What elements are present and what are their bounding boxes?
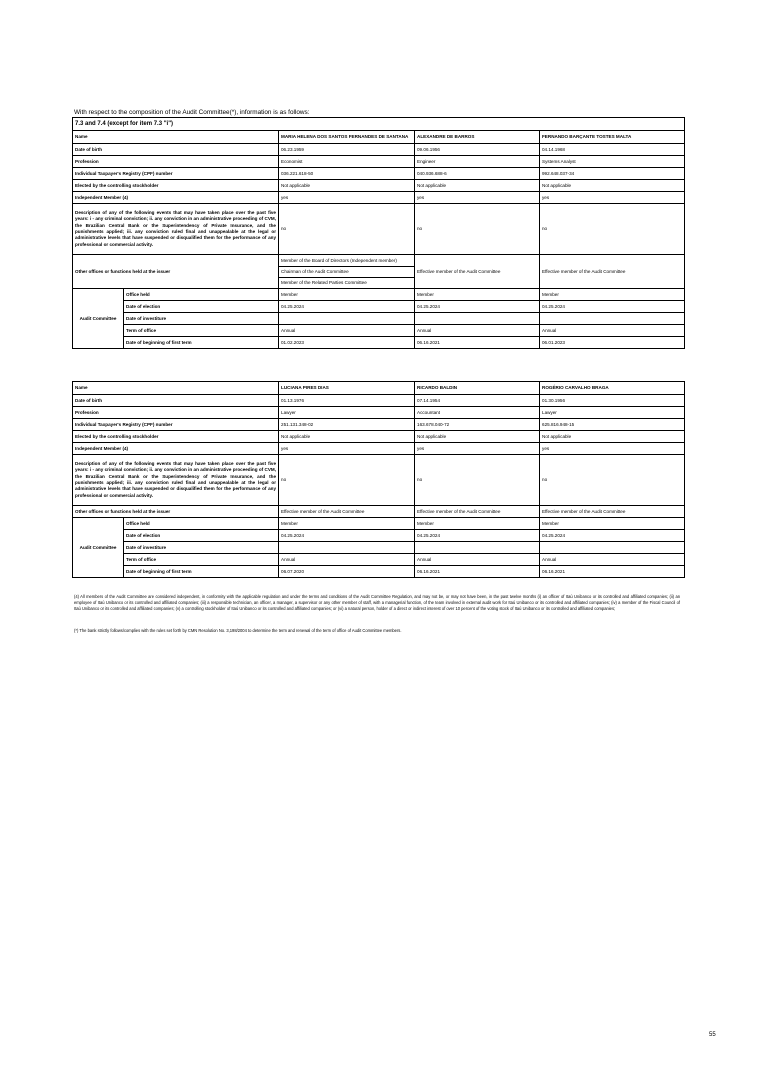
cell: 992.648.037-34 <box>540 168 685 180</box>
cell <box>415 542 540 554</box>
member-name: ALEXANDRE DE BARROS <box>415 131 540 144</box>
table-caption: 7.3 and 7.4 (except for item 7.3 "i") <box>73 118 685 131</box>
audit-committee-table-2 <box>72 381 685 578</box>
cell <box>415 313 540 325</box>
cell: Member <box>540 289 685 301</box>
cell: 09.06.1956 <box>415 144 540 156</box>
table-row <box>73 192 685 204</box>
cell: Annual <box>540 554 685 566</box>
row-label: Date of beginning of first term <box>124 337 279 349</box>
member-name: FERNANDO BARÇANTE TOSTES MALTA <box>540 131 685 144</box>
table-row <box>73 131 685 144</box>
cell: 04.25.2024 <box>415 301 540 313</box>
cell: Annual <box>415 325 540 337</box>
row-label: Term of office <box>124 554 279 566</box>
cell: 036.221.618-50 <box>279 168 415 180</box>
cell <box>279 542 415 554</box>
cell: no <box>279 204 415 255</box>
row-label: Other offices or functions held at the issuer <box>73 506 279 518</box>
cell: Member <box>279 518 415 530</box>
cell: 04.25.2024 <box>279 530 415 542</box>
table-row <box>73 144 685 156</box>
cell: 01.30.1956 <box>540 395 685 407</box>
cell: yes <box>415 192 540 204</box>
row-label: Individual Taxpayer's Registry (CPF) number <box>73 168 279 180</box>
cell: Annual <box>279 554 415 566</box>
cell: 04.25.2024 <box>540 530 685 542</box>
row-label-description: Description of any of the following events that may have taken place over the past five years: i - any criminal conviction; ii. any conviction in an administrative proceeding of CVM, the Brazilian Central Bank or the Superintendency of Private Insurance, and the punishments applied; iii. any conviction ruled final and unappealable at the legal or administrative levels that have suspended or disqualified them for the performance of any professional or commercial activity. <box>73 204 279 255</box>
cell: 06.16.2021 <box>540 566 685 578</box>
table-row <box>73 455 685 506</box>
row-label: Office held <box>124 518 279 530</box>
row-label: Profession <box>73 156 279 168</box>
row-label: Date of birth <box>73 144 279 156</box>
row-label: Name <box>73 131 279 144</box>
table-row <box>73 506 685 518</box>
member-name: RICARDO BALDIN <box>415 382 540 395</box>
table-row <box>73 313 685 325</box>
table-row <box>73 337 685 349</box>
row-label: Other offices or functions held at the issuer <box>73 255 279 289</box>
cell: Member <box>415 289 540 301</box>
cell <box>540 542 685 554</box>
cell: yes <box>540 443 685 455</box>
table-row <box>73 518 685 530</box>
table-row <box>73 407 685 419</box>
other-office-item: Chairman of the Audit Committee <box>279 266 414 277</box>
cell: Effective member of the Audit Committee <box>540 506 685 518</box>
cell: Systems Analyst <box>540 156 685 168</box>
table-row <box>73 542 685 554</box>
cell: 06.16.2021 <box>415 566 540 578</box>
member-name: MARIA HELENA DOS SANTOS FERNANDES DE SANTANA <box>279 131 415 144</box>
row-label: Date of beginning of first term <box>124 566 279 578</box>
cell: 06.16.2021 <box>415 337 540 349</box>
member-name: LUCIANA PIRES DIAS <box>279 382 415 395</box>
cell: no <box>415 204 540 255</box>
cell: Effective member of the Audit Committee <box>415 255 540 289</box>
member-name: ROGÉRIO CARVALHO BRAGA <box>540 382 685 395</box>
cell: 06.01.2023 <box>540 337 685 349</box>
row-label: Profession <box>73 407 279 419</box>
table-row <box>73 156 685 168</box>
cell <box>279 313 415 325</box>
cell: 04.25.2024 <box>279 301 415 313</box>
cell: 07.14.1954 <box>415 395 540 407</box>
audit-committee-table-1 <box>72 117 685 349</box>
cell: 01.02.2023 <box>279 337 415 349</box>
cell: no <box>415 455 540 506</box>
cell: Not applicable <box>415 180 540 192</box>
row-label: Term of office <box>124 325 279 337</box>
other-office-item: Member of the Board of Directors (Independent member) <box>279 256 414 267</box>
cell: no <box>279 455 415 506</box>
cell: Economist <box>279 156 415 168</box>
cell: no <box>540 455 685 506</box>
audit-committee-label: Audit Committee <box>73 289 124 349</box>
table-row <box>73 566 685 578</box>
cell: yes <box>415 443 540 455</box>
row-label: Elected by the controlling stockholder <box>73 180 279 192</box>
cell: 06.23.1959 <box>279 144 415 156</box>
row-label: Date of election <box>124 530 279 542</box>
cell: yes <box>279 443 415 455</box>
cell: Not applicable <box>415 431 540 443</box>
cell: 163.678.040-72 <box>415 419 540 431</box>
table-row <box>73 419 685 431</box>
cell: Effective member of the Audit Committee <box>279 506 415 518</box>
table-row <box>73 289 685 301</box>
cell: 251.131.348-02 <box>279 419 415 431</box>
cell: 04.25.2024 <box>415 530 540 542</box>
cell: 01.13.1976 <box>279 395 415 407</box>
row-label: Date of birth <box>73 395 279 407</box>
cell: Effective member of the Audit Committee <box>415 506 540 518</box>
table-row <box>73 554 685 566</box>
cell: Not applicable <box>540 431 685 443</box>
cell: Annual <box>540 325 685 337</box>
cell: 06.07.2020 <box>279 566 415 578</box>
row-label: Independent Member (4) <box>73 192 279 204</box>
row-label: Independent Member (4) <box>73 443 279 455</box>
cell: Lawyer <box>540 407 685 419</box>
cell: Effective member of the Audit Committee <box>540 255 685 289</box>
intro-text: With respect to the composition of the Audit Committee(*), information is as follows: <box>74 109 310 116</box>
cell: 040.936.688-6 <box>415 168 540 180</box>
cell: Accountant <box>415 407 540 419</box>
cell: 04.25.2024 <box>540 301 685 313</box>
table-row <box>73 325 685 337</box>
cell: Annual <box>279 325 415 337</box>
cell: Not applicable <box>279 431 415 443</box>
row-label: Elected by the controlling stockholder <box>73 431 279 443</box>
cell: yes <box>279 192 415 204</box>
table-row <box>73 395 685 407</box>
table-row <box>73 443 685 455</box>
cell: Not applicable <box>279 180 415 192</box>
other-offices-cell <box>279 255 415 289</box>
cell: 04.14.1968 <box>540 144 685 156</box>
cell: Annual <box>415 554 540 566</box>
table-row <box>73 382 685 395</box>
cell <box>540 313 685 325</box>
other-office-item: Member of the Related Parties Committee <box>281 279 367 285</box>
cell: Engineer <box>415 156 540 168</box>
page-number: 55 <box>709 1032 716 1038</box>
footnote-resolution: (*) The bank strictly follows/complies with the rules set forth by CMN Resolution No. 3,198/2004 to determine the term and renewal of the term of office of Audit Committee members. <box>74 628 402 633</box>
table-row <box>73 255 685 289</box>
row-label: Individual Taxpayer's Registry (CPF) number <box>73 419 279 431</box>
cell: Member <box>279 289 415 301</box>
cell: Not applicable <box>540 180 685 192</box>
cell: Member <box>415 518 540 530</box>
table-row <box>73 204 685 255</box>
row-label: Office held <box>124 289 279 301</box>
table-row <box>73 431 685 443</box>
row-label: Date of investiture <box>124 313 279 325</box>
row-label: Name <box>73 382 279 395</box>
table-row <box>73 168 685 180</box>
cell: 625.816.948-15 <box>540 419 685 431</box>
footnote-independence: (4) All members of the Audit Committee are considered independent, in conformity with the applicable regulation and under the terms and conditions of the Audit Committee Regulation, and may not be, or may not have been, in the past twelve months (i) an officer of Itaú Unibanco or its controlled and affiliated companies; (ii) an employee of Itaú Unibanco or its controlled and affiliated companies; (iii) a responsible technician, an officer, a manager, a supervisor or any other member of staff, with a managerial function, of the team involved in external audit work for Itaú Unibanco or its controlled and affiliated companies; (iv) a member of the Fiscal Council of Itaú Unibanco or its controlled and affiliated companies; (v) a controlling stockholder of Itaú Unibanco or its controlled and affiliated companies; or (vi) a natural person, holder of a direct or indirect interest of over 10 percent of the voting stock of Itaú Unibanco or its controlled and affiliated companies; <box>74 594 680 611</box>
row-label: Date of election <box>124 301 279 313</box>
cell: yes <box>540 192 685 204</box>
cell: Member <box>540 518 685 530</box>
row-label-description: Description of any of the following events that may have taken place over the past five years: i - any criminal conviction; ii. any conviction in an administrative proceeding of CVM, the Brazilian Central Bank or the Superintendency of Private Insurance, and the punishments applied; iii. any conviction ruled final and unappealable at the legal or administrative levels that have suspended or disqualified them for the performance of any professional or commercial activity. <box>73 455 279 506</box>
cell: no <box>540 204 685 255</box>
row-label: Date of investiture <box>124 542 279 554</box>
cell: Lawyer <box>279 407 415 419</box>
table-row <box>73 180 685 192</box>
audit-committee-label: Audit Committee <box>73 518 124 578</box>
table-row <box>73 301 685 313</box>
table-row <box>73 530 685 542</box>
